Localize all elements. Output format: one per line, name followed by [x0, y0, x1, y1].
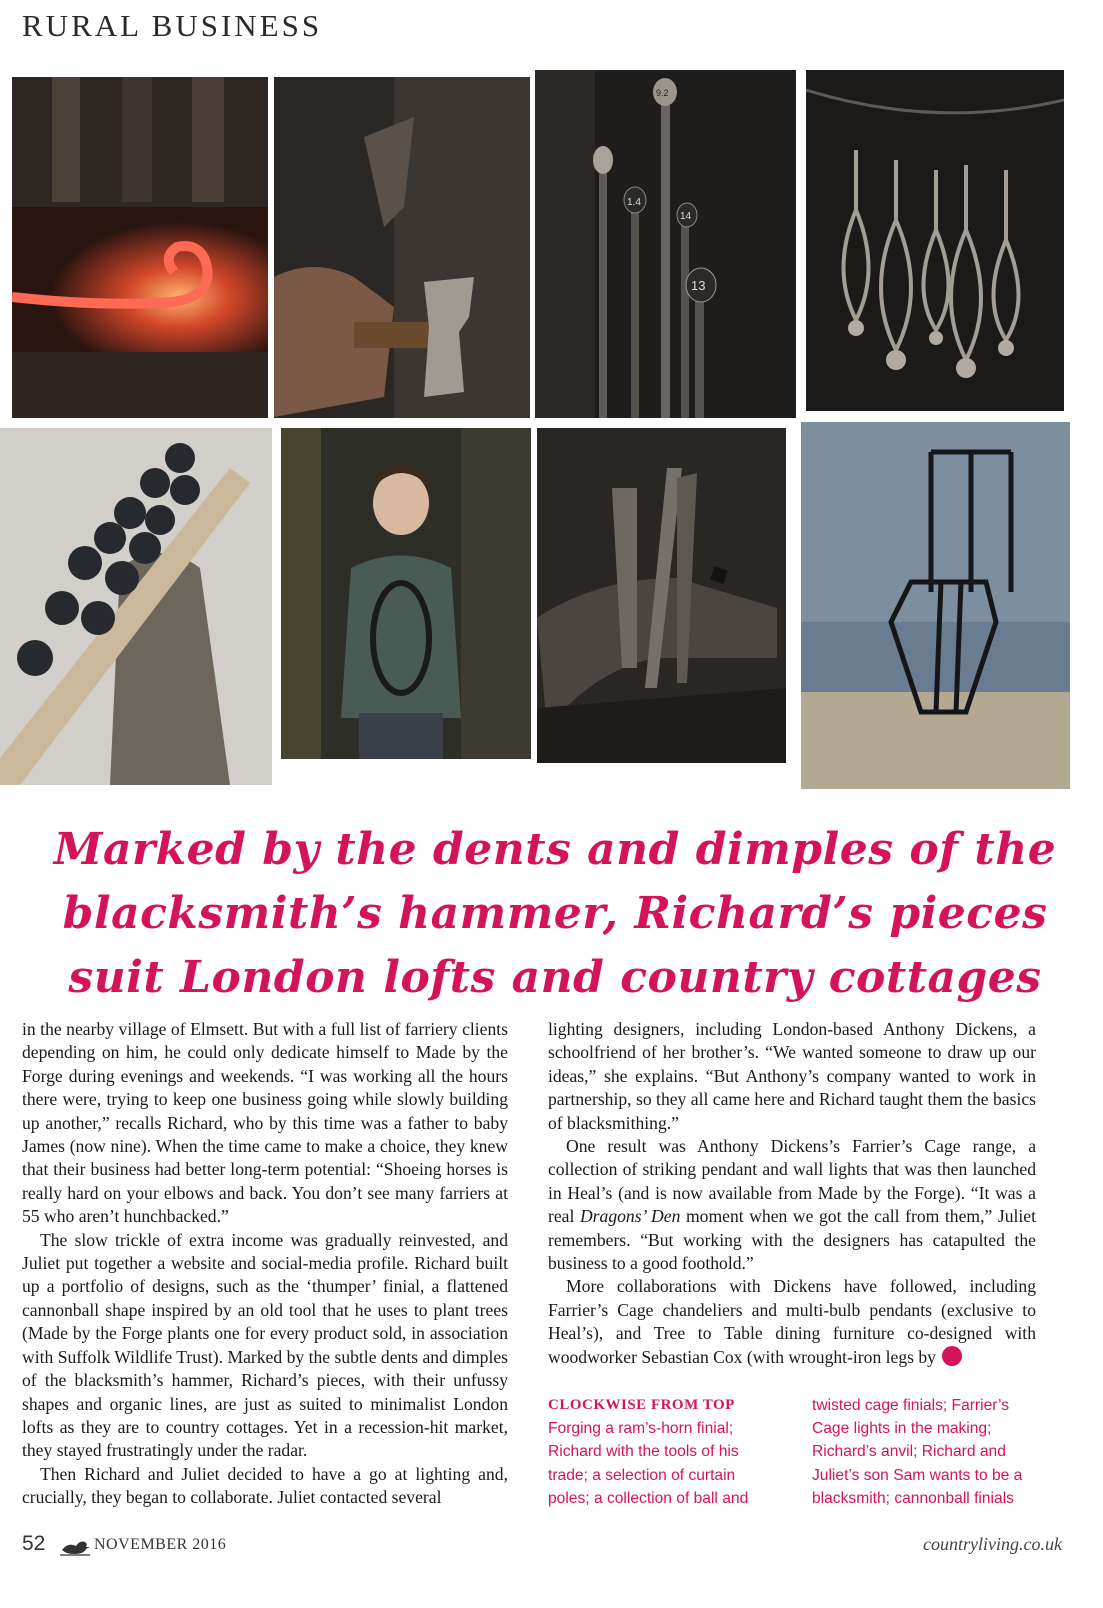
paragraph: in the nearby village of Elmsett. But with a full list of farriery clients depending on him, he could only dedicate himself to Made by the Forge during evenings and weekends. “I was working all the hours there were, trying to keep one business going while slowly building up another,” recalls Richard, who by this time was a father to baby James (now nine). When the time came to make a choice, they knew that their business had better long-term potential: “Shoeing horses is really hard on your elbows and back. You don’t see many farriers at 55 who aren’t hunchbacked.”	[22, 1019, 508, 1227]
paragraph	[548, 1275, 1036, 1369]
pole-tag-1: 1.4	[627, 197, 641, 208]
caption-text: twisted cage finials; Farrier’s Cage lights in the making; Richard’s anvil; Richard and Juliet’s son Sam wants to be a blacksmith; cannonball finials	[812, 1397, 1023, 1507]
photo-caption-part-2	[812, 1394, 1044, 1510]
glowing-iron-icon	[12, 77, 268, 418]
ball-finials-icon	[0, 428, 272, 785]
programme-title: Dragons’ Den	[579, 1206, 681, 1227]
photo-curtain-poles	[535, 70, 796, 418]
page-footer	[22, 1532, 1062, 1562]
site-url: countryliving.co.uk	[923, 1534, 1062, 1554]
paragraph: The slow trickle of extra income was gradually reinvested, and Juliet put together a website and social-media profile. Richard built up a portfolio of designs, such as the ‘thumper’ finial, a flattened cannonball shape inspired by an old tool that he uses to plant trees (Made by the Forge plants one for every product sold, in association with Suffolk Wildlife Trust). Marked by the subtle dents and dimples of the blacksmith’s hammer, Richard’s pieces, with their unfussy shapes and organic lines, are just as suited to minimalist London lofts as they are to country cottages. Yet in a recession-hit market, they stayed frustratingly under the radar.	[22, 1229, 508, 1461]
paragraph: Then Richard and Juliet decided to have a go at lighting and, crucially, they began to collaborate. Juliet contacted several	[22, 1463, 508, 1508]
pole-tag-0: 9.2	[656, 88, 669, 98]
hammer-icon	[274, 77, 530, 418]
pull-quote-line-2: blacksmith’s hammer, Richard’s pieces	[62, 888, 1048, 939]
cage-icon	[801, 422, 1070, 789]
photo-rams-horn-finial	[12, 77, 268, 418]
paragraph-start: One result was Anthony Dickens’s Farrier’s Cage range, a collection of striking pendant and wall lights that was then launched in Heal’s (and is now available from Made by the Forge). “It was a real	[548, 1136, 1036, 1227]
photo-twisted-cage-finials	[806, 70, 1064, 411]
page-number: 52	[22, 1532, 46, 1555]
pole-tag-3: 13	[691, 278, 706, 293]
continue-arrow-icon	[942, 1346, 962, 1366]
pull-quote	[40, 818, 1070, 1010]
duck-logo-icon	[58, 1534, 92, 1556]
photo-anvil	[537, 428, 786, 763]
caption-text: Forging a ram’s-horn finial; Richard with the tools of his trade; a selection of curtain poles; a collection of ball and	[548, 1420, 749, 1507]
photo-sam	[281, 428, 531, 759]
anvil-icon	[537, 428, 786, 763]
pull-quote-line-1: Marked by the dents and dimples of the	[53, 824, 1057, 875]
paragraph-end: moment when we got the call from them,” Juliet remembers. “But working with the designers has catapulted the business to a good foothold.”	[548, 1206, 1037, 1274]
paragraph: lighting designers, including London-based Anthony Dickens, a schoolfriend of her brother’s. “We wanted someone to draw up our ideas,” she explains. “But Anthony’s company wanted to work in partnership, so they all came here and Richard taught them the basics of blacksmithing.”	[548, 1019, 1036, 1133]
photo-farriers-cage	[801, 422, 1070, 789]
finials-icon	[806, 70, 1064, 411]
photo-tools-of-trade	[274, 77, 530, 418]
section-label: RURAL BUSINESS	[22, 8, 323, 43]
caption-heading: CLOCKWISE FROM TOP	[548, 1397, 735, 1413]
boy-icon	[281, 428, 531, 759]
photo-caption-part-1	[548, 1394, 780, 1510]
poles-icon	[535, 70, 796, 418]
issue-date: NOVEMBER 2016	[94, 1536, 227, 1553]
photo-ball-finials	[0, 428, 272, 785]
pole-tag-2: 14	[680, 211, 692, 222]
pull-quote-line-3: suit London lofts and country cottages	[68, 952, 1042, 1003]
paragraph	[548, 1135, 1036, 1275]
article-column-right	[548, 1018, 1036, 1369]
article-column-left	[22, 1018, 508, 1510]
paragraph-text: More collaborations with Dickens have followed, including Farrier’s Cage chandeliers and multi-bulb pendants (exclusive to Heal’s), and Tree to Table dining furniture co-designed with woodworker Sebastian Cox (with wrought-iron legs by	[548, 1276, 1036, 1367]
